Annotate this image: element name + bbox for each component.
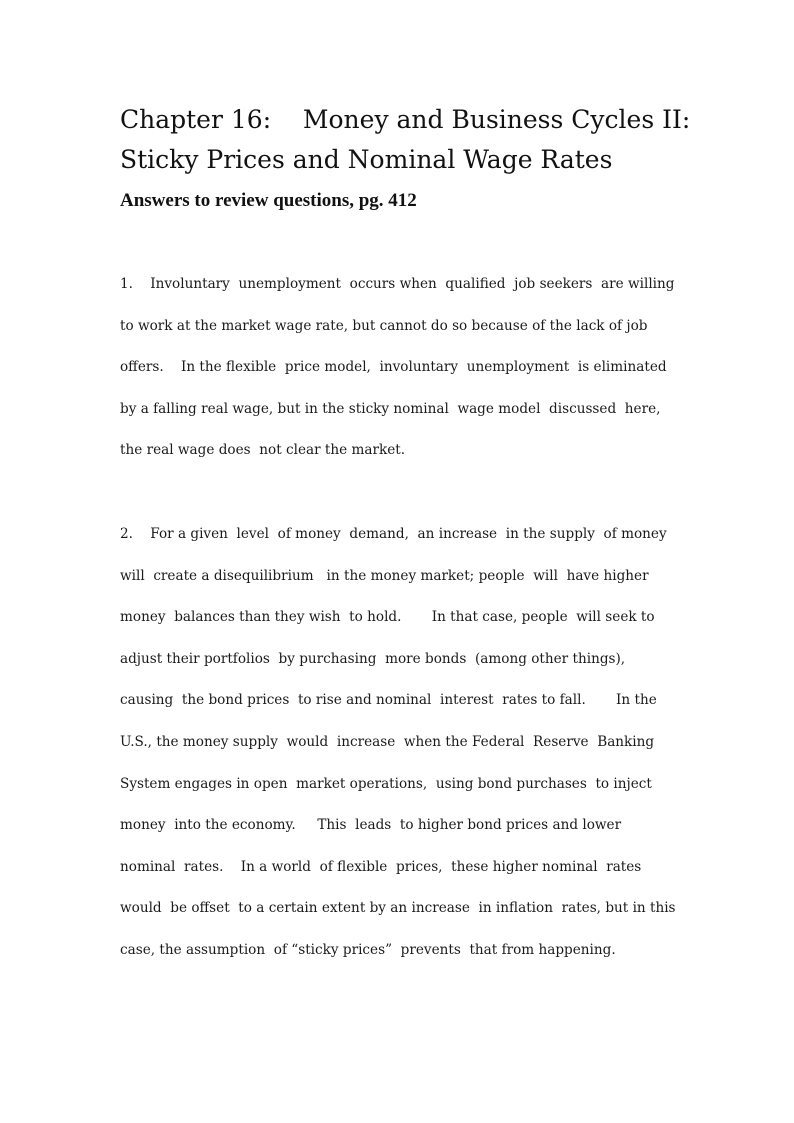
chapter-title: [120, 100, 720, 180]
answer-2-line: money balances than they wish to hold. In that case, people will seek to: [120, 609, 655, 626]
answer-1-line: 1. Involuntary unemployment occurs when qualified job seekers are willing: [120, 276, 675, 292]
chapter-title-line-2: Sticky Prices and Nominal Wage Rates: [120, 145, 613, 174]
answer-2-line: case, the assumption of “sticky prices” prevents that from happening.: [120, 941, 616, 958]
answer-2-line: System engages in open market operations, using bond purchases to inject: [120, 775, 652, 792]
answer-2-line: will create a disequilibrium in the money market; people will have higher: [120, 567, 649, 584]
answer-2-line: nominal rates. In a world of flexible prices, these higher nominal rates: [120, 858, 642, 875]
chapter-title-line-1: Chapter 16: Money and Business Cycles II:: [120, 105, 691, 134]
answer-2-line: money into the economy. This leads to higher bond prices and lower: [120, 817, 622, 834]
answer-2-line: adjust their portfolios by purchasing more bonds (among other things),: [120, 650, 626, 667]
answer-1-line: the real wage does not clear the market.: [120, 442, 406, 459]
answer-2-line: causing the bond prices to rise and nominal interest rates to fall. In the: [120, 692, 657, 709]
answer-1-line: by a falling real wage, but in the sticky nominal wage model discussed here,: [120, 400, 661, 417]
section-subtitle: Answers to review questions, pg. 412: [120, 190, 417, 211]
answer-2-line: 2. For a given level of money demand, an increase in the supply of money: [120, 526, 667, 542]
answer-paragraph-1: [120, 272, 675, 480]
answer-2-line: would be offset to a certain extent by an increase in inflation rates, but in this: [120, 900, 676, 917]
answer-1-line: offers. In the flexible price model, involuntary unemployment is eliminated: [120, 359, 667, 376]
answer-1-line: to work at the market wage rate, but cannot do so because of the lack of job: [120, 317, 648, 334]
answer-2-line: U.S., the money supply would increase when the Federal Reserve Banking: [120, 733, 655, 750]
answer-paragraph-2: [120, 522, 676, 980]
